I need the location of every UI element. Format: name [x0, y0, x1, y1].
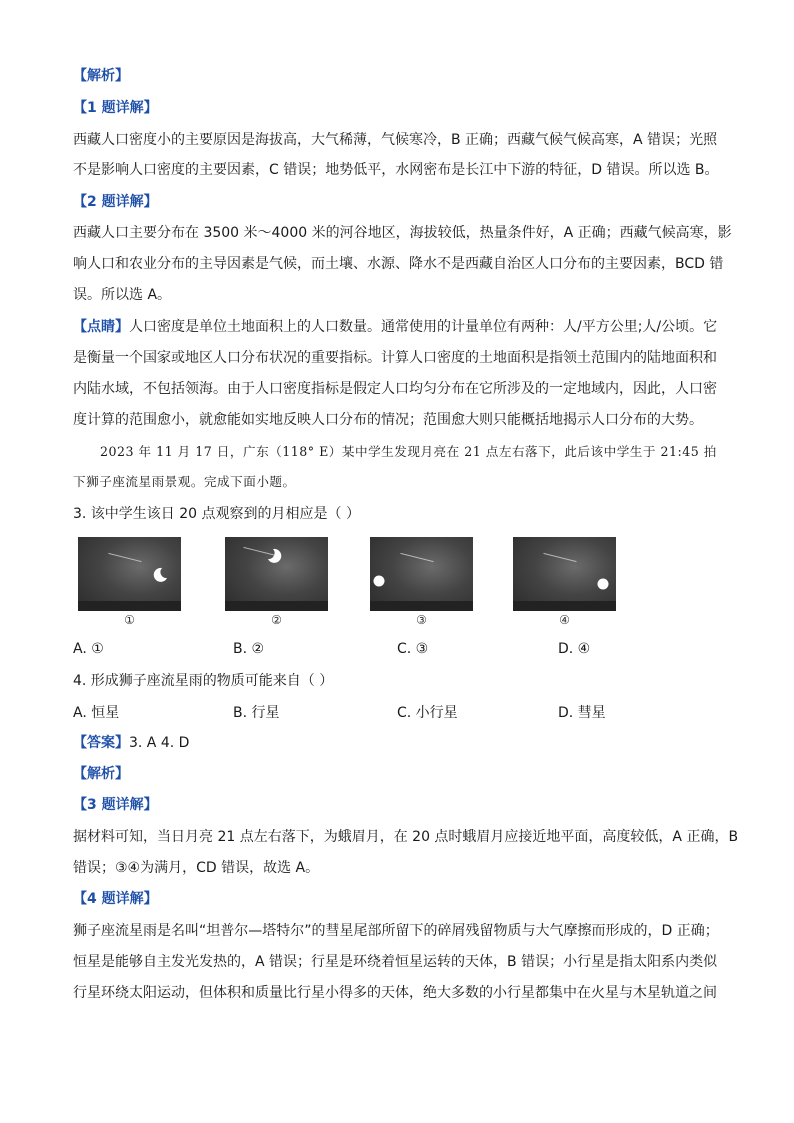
answer-line — [73, 733, 723, 753]
tip-line-4: 度计算的范围愈小，就愈能如实地反映人口分布的情况；范围愈大则只能概括地揭示人口分布的大势。 — [73, 412, 703, 428]
ground — [78, 601, 181, 611]
meteor-streak — [400, 553, 433, 562]
q2-detail-tag: 【2 题详解】 — [73, 194, 158, 210]
answer-tag: 【答案】 — [73, 735, 129, 751]
q1-line-1: 西藏人口密度小的主要原因是海拔高，大气稀薄，气候寒冷，B 正确；西藏气候气候高寒，A 错误；光照 — [73, 132, 718, 148]
tip-tag: 【点睛】 — [73, 319, 129, 335]
ground — [225, 601, 328, 611]
q3-option-c: C. ③ — [397, 641, 429, 657]
fig-caption-4: ④ — [559, 613, 570, 627]
q3-option-d: D. ④ — [558, 641, 591, 657]
full-moon-icon — [373, 575, 385, 587]
q3-line-1: 据材料可知，当日月亮 21 点左右落下，为蛾眉月，在 20 点时蛾眉月应接近地平面，高度较低，A 正确，B — [73, 829, 739, 845]
moon-figure-3 — [370, 537, 473, 611]
q4-detail-tag: 【4 题详解】 — [73, 891, 158, 907]
q1-line-2: 不是影响人口密度的主要因素，C 错误；地势低平，水网密布是长江中下游的特征，D 错误。所以选 B。 — [73, 162, 719, 178]
q3-option-a: A. ① — [73, 641, 104, 657]
full-moon-icon — [597, 578, 609, 590]
q4-option-b: B. 行星 — [233, 705, 280, 721]
answer-text: 3. A 4. D — [129, 735, 190, 751]
q4-question: 4. 形成狮子座流星雨的物质可能来自（ ） — [73, 673, 334, 689]
fig-caption-1: ① — [124, 613, 135, 627]
crescent-moon-icon — [267, 548, 283, 564]
q3-detail-tag: 【3 题详解】 — [73, 797, 158, 813]
intro-line-2: 下狮子座流星雨景观。完成下面小题。 — [73, 474, 296, 489]
q1-detail-tag: 【1 题详解】 — [73, 100, 158, 116]
q3-option-b: B. ② — [233, 641, 265, 657]
tip-line-1: 【点睛】人口密度是单位土地面积上的人口数量。通常使用的计量单位有两种：人/平方公里;人/公顷。它 — [73, 319, 718, 335]
analysis-tag-2: 【解析】 — [73, 766, 129, 782]
q4-line-3: 行星环绕太阳运动，但体积和质量比行星小得多的天体，绝大多数的小行星都集中在火星与木星轨道之间 — [73, 985, 717, 1001]
moon-figure-4 — [513, 537, 616, 611]
moon-figure-1 — [78, 537, 181, 611]
q3-line-2: 错误；③④为满月，CD 错误，故选 A。 — [73, 860, 320, 876]
moon-figure-2 — [225, 537, 328, 611]
meteor-streak — [543, 553, 576, 562]
moon-phase-figures — [0, 537, 794, 627]
q2-line-3: 误。所以选 A。 — [73, 287, 172, 303]
ground — [513, 601, 616, 611]
fig-caption-3: ③ — [416, 613, 427, 627]
q4-line-2: 恒星是能够自主发光发热的，A 错误；行星是环绕着恒星运转的天体，B 错误；小行星是指太阳系内类似 — [73, 954, 718, 970]
q3-question: 3. 该中学生该日 20 点观察到的月相应是（ ） — [73, 506, 360, 522]
q4-option-c: C. 小行星 — [397, 705, 458, 721]
tip-line-3: 内陆水域，不包括领海。由于人口密度指标是假定人口均匀分布在它所涉及的一定地域内，因此，人口密 — [73, 381, 717, 397]
ground — [370, 601, 473, 611]
fig-caption-2: ② — [271, 613, 282, 627]
intro-line-1: 2023 年 11 月 17 日，广东（118° E）某中学生发现月亮在 21 点左右落下，此后该中学生于 21:45 拍 — [100, 444, 717, 459]
q4-line-1: 狮子座流星雨是名叫“坦普尔—塔特尔”的彗星尾部所留下的碎屑残留物质与大气摩擦而形成的，D 正确； — [73, 923, 719, 939]
crescent-moon-icon — [152, 567, 168, 583]
meteor-streak — [108, 553, 141, 562]
q2-line-1: 西藏人口主要分布在 3500 米～4000 米的河谷地区，海拔较低，热量条件好，A 正确；西藏气候高寒，影 — [73, 225, 732, 241]
q4-option-a: A. 恒星 — [73, 705, 120, 721]
analysis-tag: 【解析】 — [73, 68, 129, 84]
q4-option-d: D. 彗星 — [558, 705, 606, 721]
tip-line-2: 是衡量一个国家或地区人口分布状况的重要指标。计算人口密度的土地面积是指领土范围内的陆地面积和 — [73, 350, 717, 366]
q2-line-2: 响人口和农业分布的主导因素是气候，而土壤、水源、降水不是西藏自治区人口分布的主要因素，BCD 错 — [73, 256, 724, 272]
